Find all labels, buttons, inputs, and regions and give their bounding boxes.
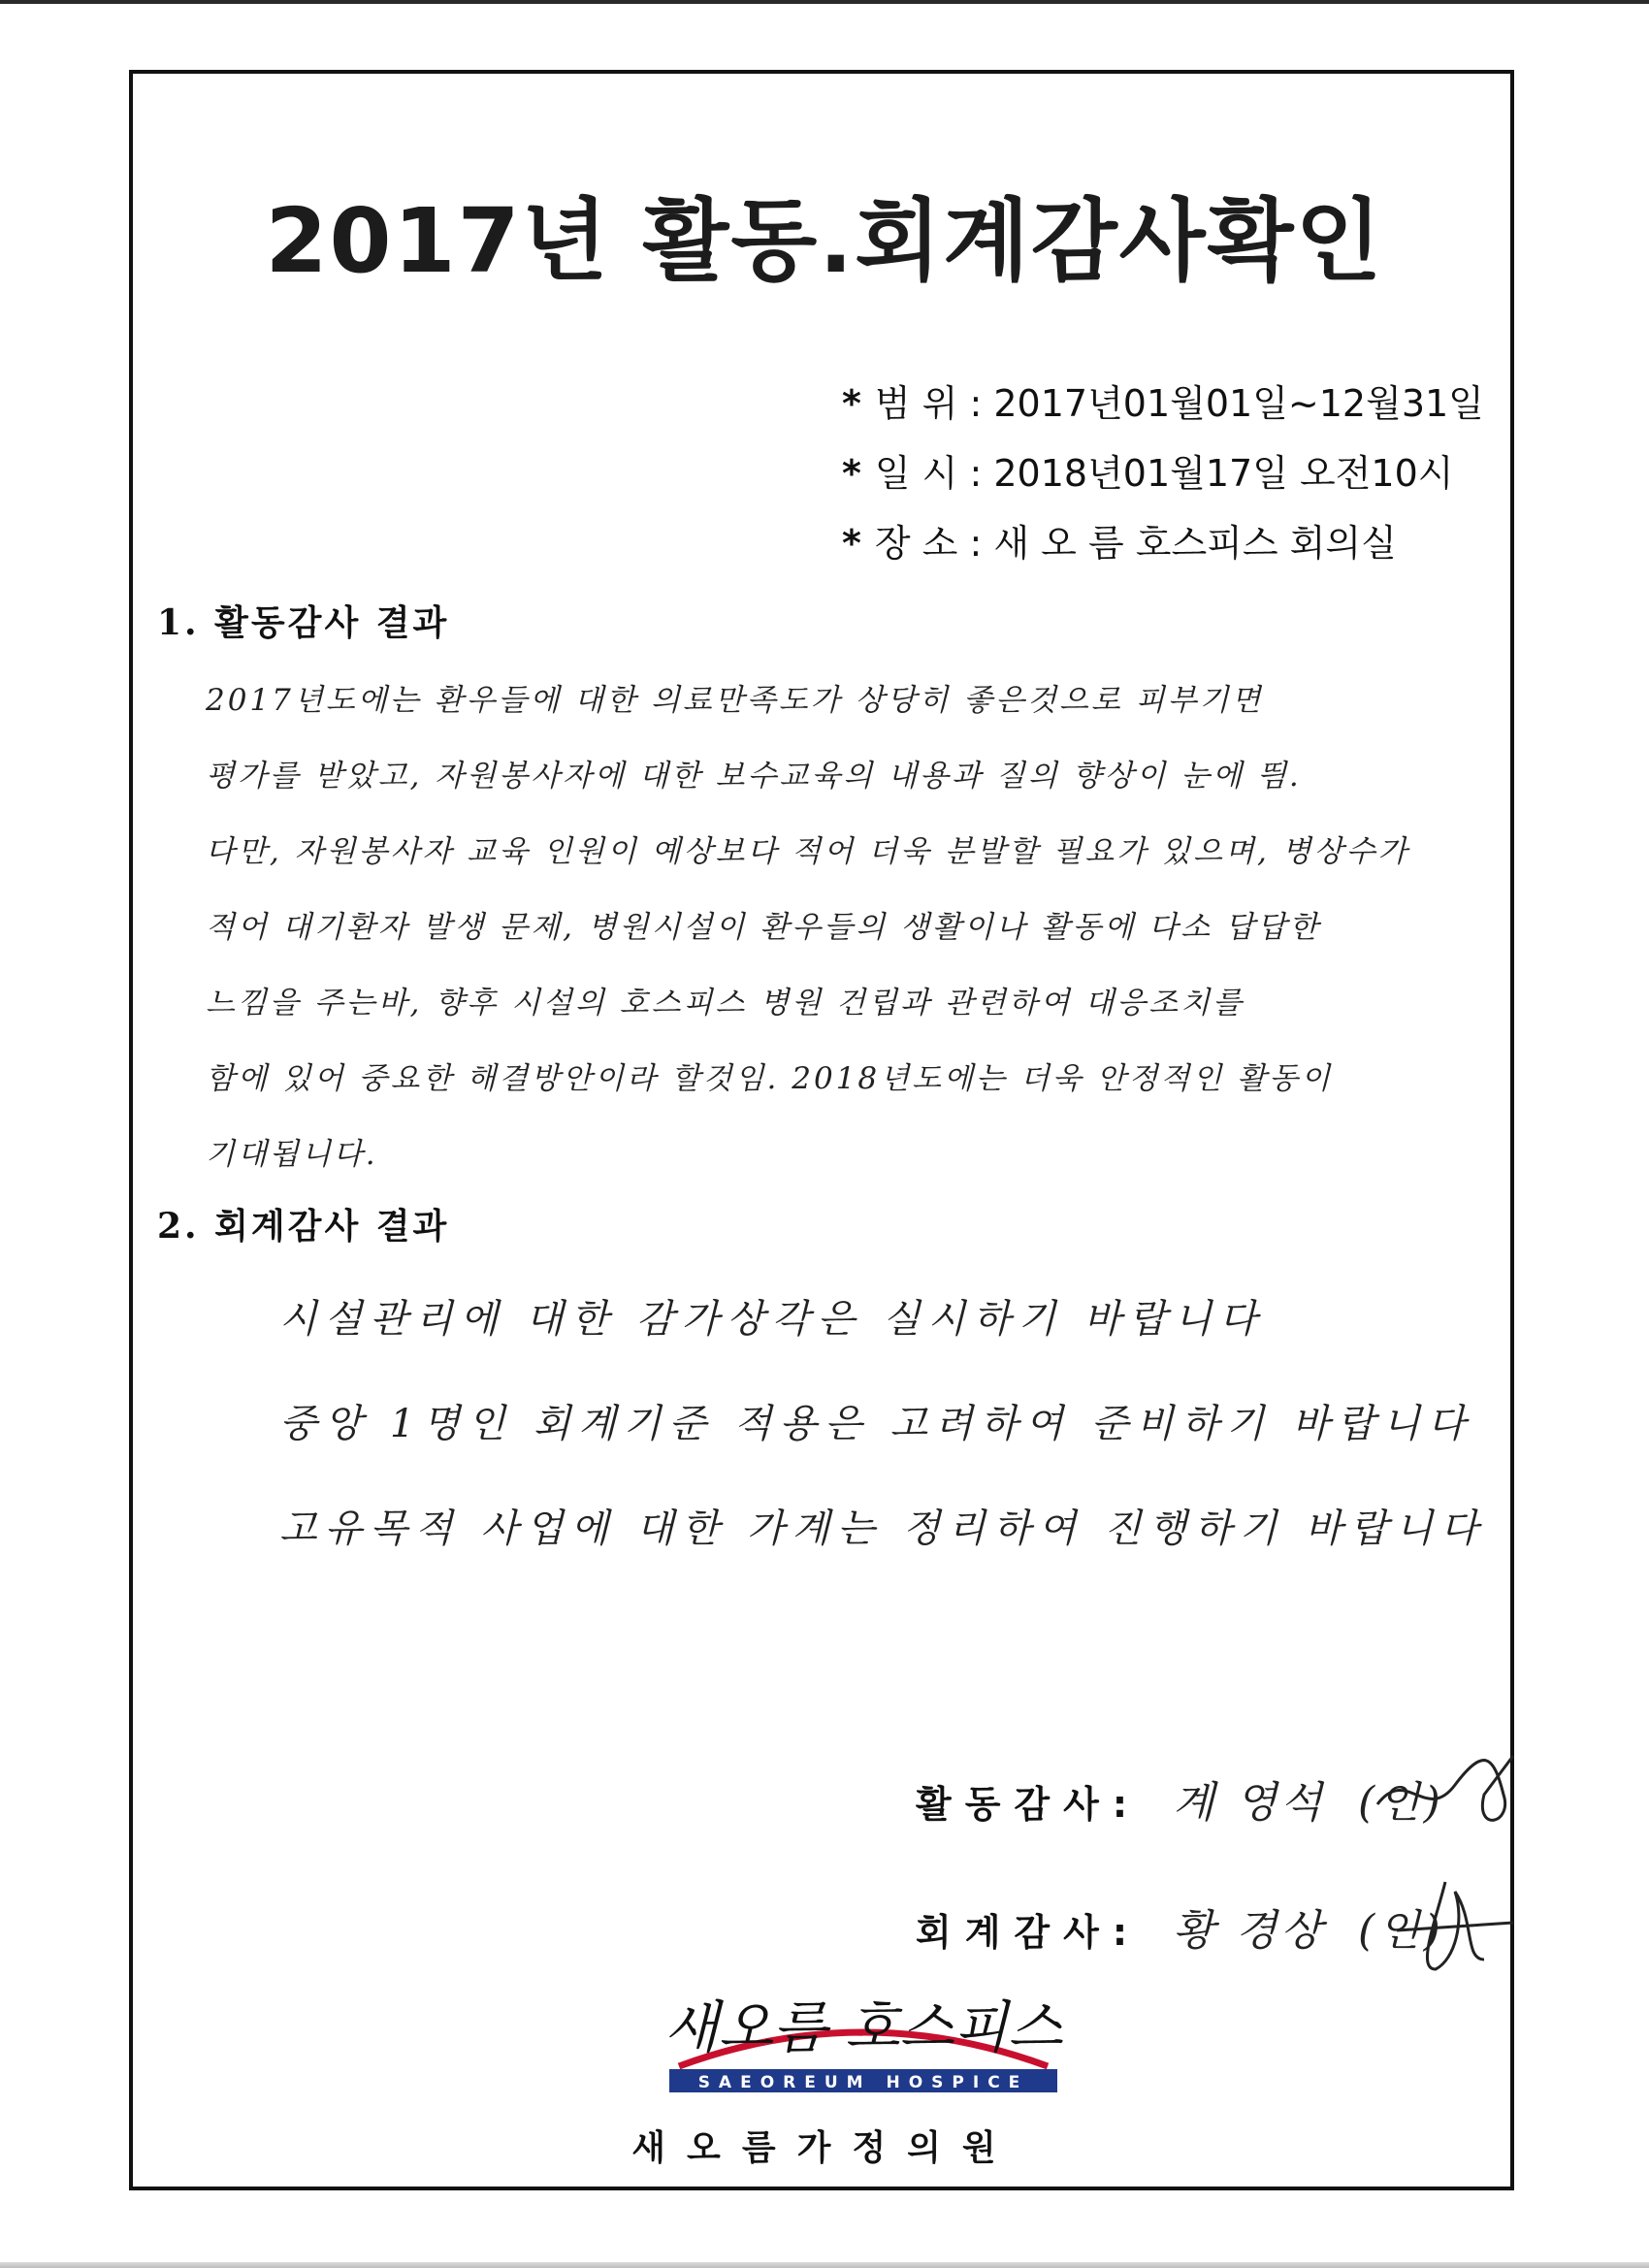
signature-activity-auditor [916,1767,1444,1830]
logo-mark-icon [660,1979,1067,2105]
signature-colon: : [1112,1911,1142,1954]
meta-label: 장 소 [874,522,958,565]
organization-name: 새오름가정의원 [631,2127,1018,2168]
bullet-star: * [842,522,861,565]
meta-row-place [842,516,1484,586]
signature-role: 활동감사 [916,1783,1113,1826]
document-title: 2017년 활동.회계감사확인 [265,189,1384,293]
handwritten-line: 느낌을 주는바, 향후 시설의 호스피스 병원 건립과 관련하여 대응조치를 [206,986,1245,1021]
meta-value: 2018년01월17일 오전10시 [993,452,1454,495]
signature-scribble-icon [1368,1736,1542,1843]
handwritten-line: 고유목적 사업에 대한 가계는 정리하여 진행하기 바랍니다 [279,1507,1486,1551]
accounting-audit-heading: 2. 회계감사 결과 [157,1206,450,1247]
signature-scribble-icon [1377,1863,1523,1979]
meta-value: 2017년01월01일~12월31일 [993,382,1484,425]
handwritten-line: 적어 대기환자 발생 문제, 병원시설이 환우들의 생활이나 활동에 다소 답답한 [206,910,1321,945]
meta-separator: : [969,522,983,565]
meta-row-datetime [842,446,1484,516]
meta-value: 새 오 름 호스피스 회의실 [993,522,1397,565]
handwritten-line: 함에 있어 중요한 해결방안이라 할것임. 2018년도에는 더욱 안정적인 활동이 [206,1061,1334,1096]
activity-audit-heading: 1. 활동감사 결과 [157,602,450,643]
signature-colon: : [1112,1783,1142,1826]
handwritten-line: 평가를 받았고, 자원봉사자에 대한 보수교육의 내용과 질의 향상이 눈에 띔. [206,759,1302,794]
logo-script-text: 새오름 호스피스 [663,1994,1063,2060]
audit-meta [842,376,1484,586]
handwritten-line: 다만, 자원봉사자 교육 인원이 예상보다 적어 더욱 분발할 필요가 있으며, 병상수가 [206,834,1410,869]
handwritten-line: 기대됩니다. [206,1137,378,1172]
signature-name: 황 경상 [1173,1906,1326,1956]
handwritten-line: 시설관리에 대한 감가상각은 실시하기 바랍니다 [279,1297,1265,1342]
signature-accounting-auditor [916,1895,1444,1958]
handwritten-line: 중앙 1명인 회계기준 적용은 고려하여 준비하기 바랍니다 [279,1402,1473,1446]
signature-seal: (인) [1358,1778,1444,1828]
logo-banner-text: SAEOREUM HOSPICE [697,2073,1029,2092]
signature-role: 회계감사 [916,1911,1113,1954]
hospice-logo [660,1979,1067,2105]
meta-label: 일 시 [874,452,958,495]
scan-edge-bottom [0,2262,1649,2268]
bullet-star: * [842,452,861,495]
meta-label: 범 위 [874,382,958,425]
signature-name: 계 영석 [1173,1778,1326,1828]
accounting-audit-body [279,1280,1486,1595]
scan-edge-top [0,0,1649,4]
meta-row-range [842,376,1484,446]
handwritten-line: 2017년도에는 환우들에 대한 의료만족도가 상당히 좋은것으로 피부기면 [206,683,1264,718]
bullet-star: * [842,382,861,425]
meta-separator: : [969,452,983,495]
meta-separator: : [969,382,983,425]
signature-seal: (인) [1358,1906,1444,1956]
activity-audit-body [206,669,1409,1199]
